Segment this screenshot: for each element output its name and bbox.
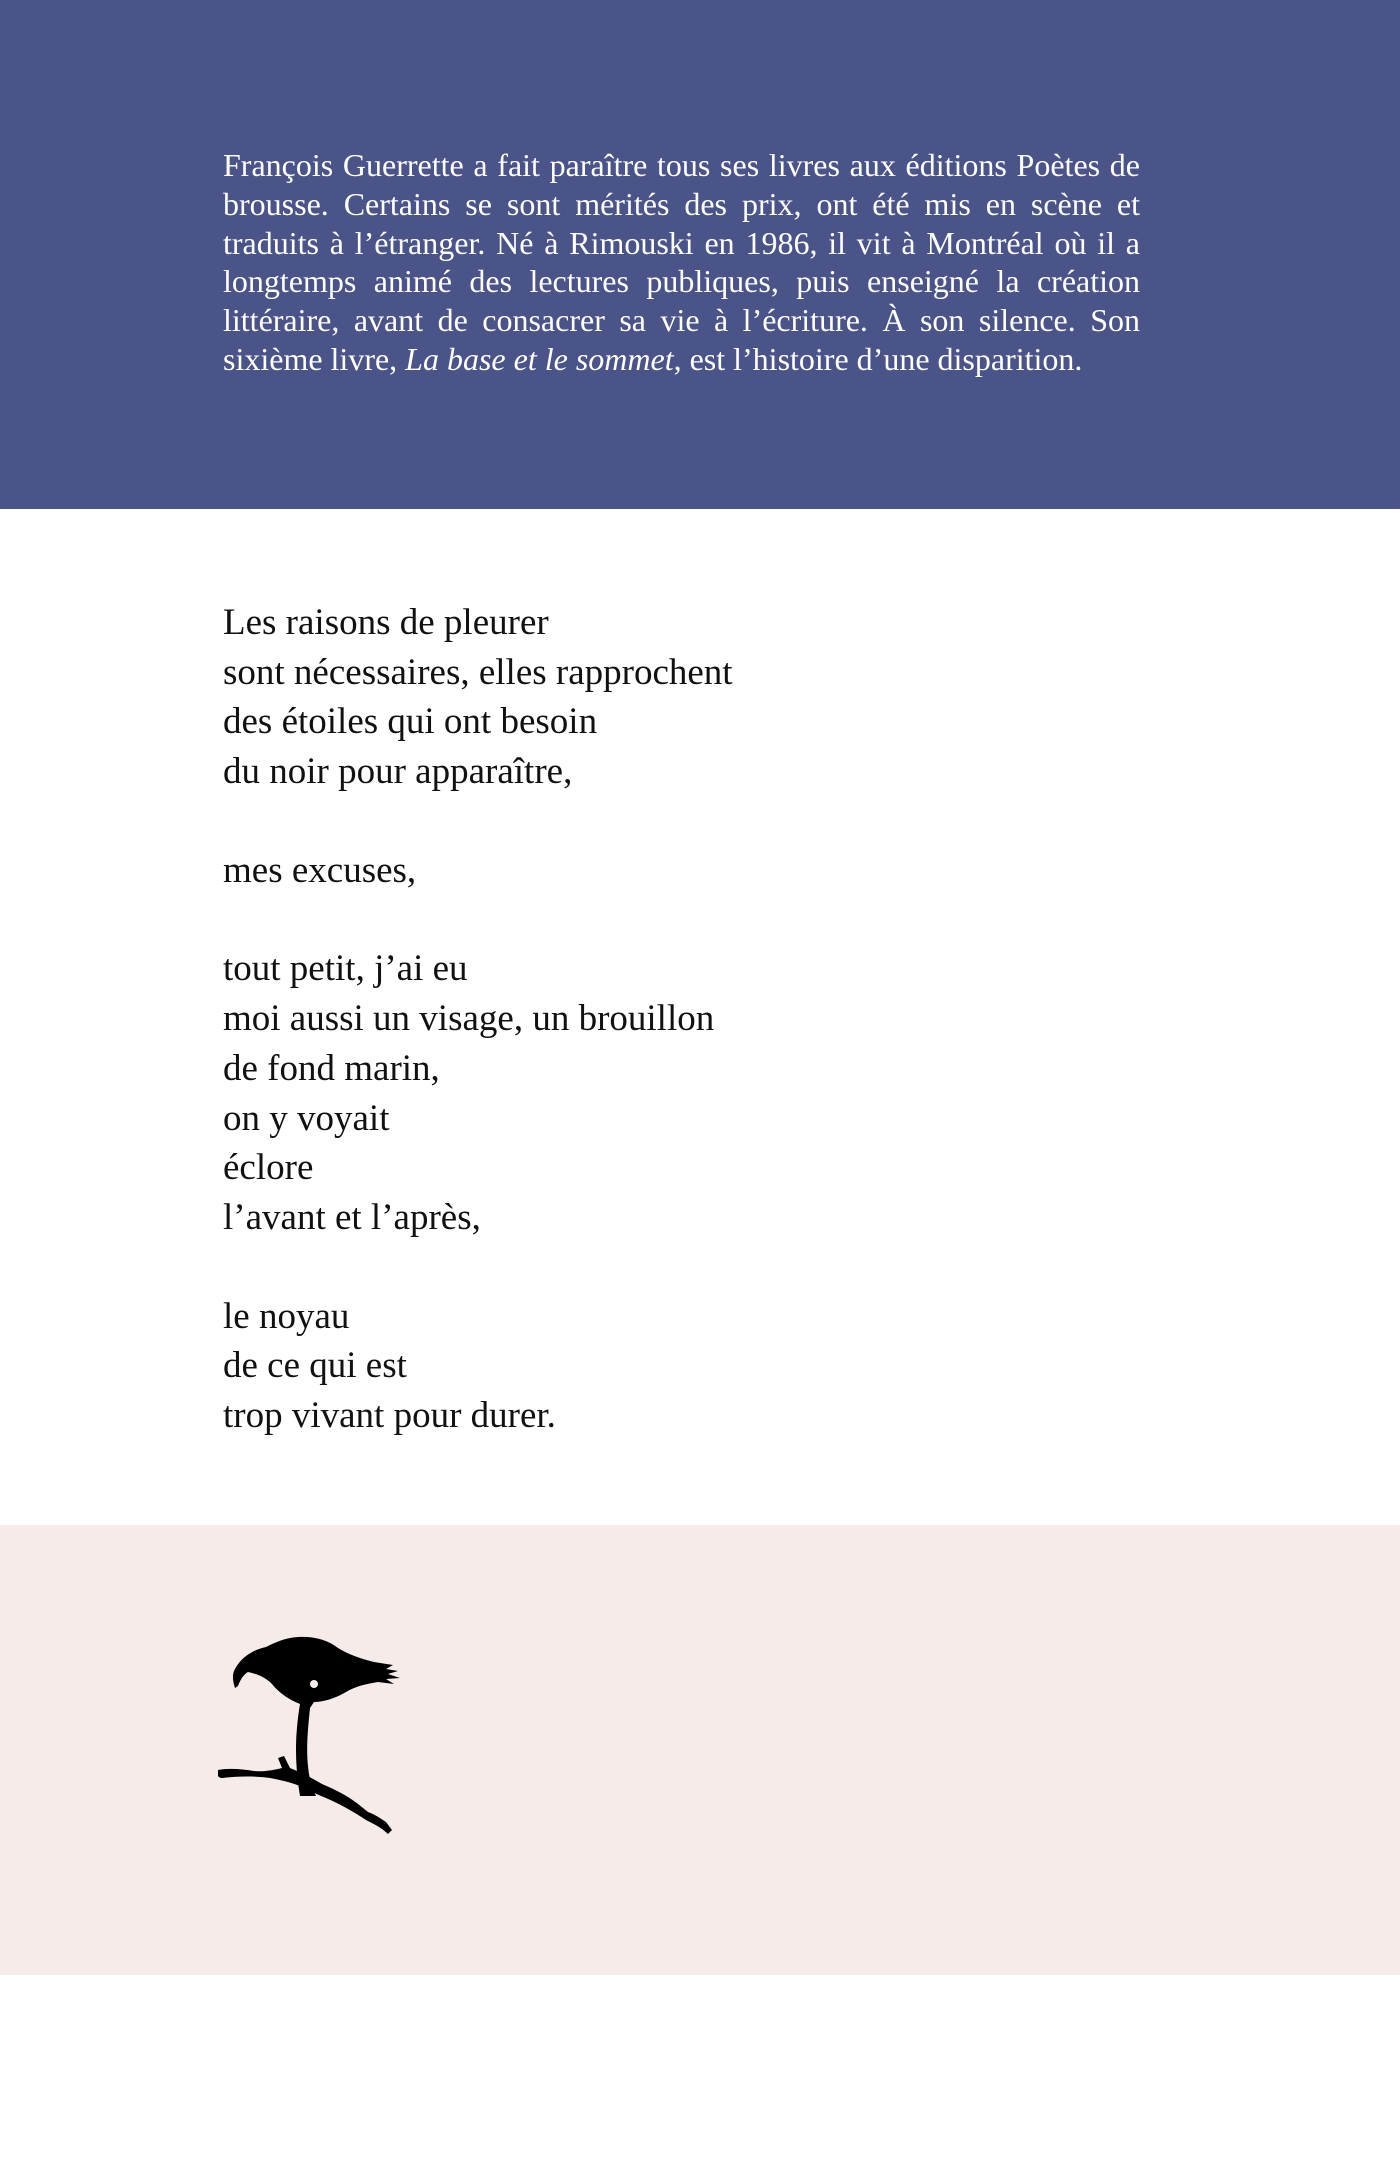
poem-line: trop vivant pour durer. [223,1394,556,1436]
poem-stanza-2 [223,846,1223,896]
poem-line: le noyau [223,1295,350,1337]
author-bio-text-end: , est l’histoire d’une disparition. [673,340,1083,377]
poem-line: de ce qui est [223,1345,407,1387]
poem-stanza-1 [223,598,1223,797]
author-bio-band [0,0,1400,509]
poem-excerpt [223,598,1223,1441]
poem-stanza-4 [223,1292,1223,1441]
book-title: La base et le sommet [405,340,674,377]
poem-stanza-3 [223,944,1223,1242]
poem-line: éclore [223,1147,314,1189]
poem-line: sont nécessaires, elles rapprochent [223,651,733,693]
publisher-logo-band [0,1525,1400,1975]
poem-line: du noir pour apparaître, [223,751,573,793]
poem-line: l’avant et l’après, [223,1196,481,1238]
poem-line: moi aussi un visage, un brouillon [223,998,715,1040]
poem-line: mes excuses, [223,849,417,891]
poem-line: de fond marin, [223,1047,440,1089]
author-bio [223,146,1140,379]
poem-line: des étoiles qui ont besoin [223,701,598,743]
crow-on-branch-icon [218,1618,453,1843]
poem-line: on y voyait [223,1097,390,1139]
author-bio-text: François Guerrette a fait paraître tous ses livres aux éditions Poètes de brousse. Certains se sont mérités des prix, ont été mis en scène et traduits à l’étranger. Né à Rimouski en 1986, il vit à Montréal où il a longtemps animé des lectures publiques, puis enseigné la création littéraire, avant de consacrer sa vie à l’écriture. À son silence. Son sixième livre, [223,147,1140,377]
poem-line: tout petit, j’ai eu [223,948,468,990]
poem-line: Les raisons de pleurer [223,602,549,643]
